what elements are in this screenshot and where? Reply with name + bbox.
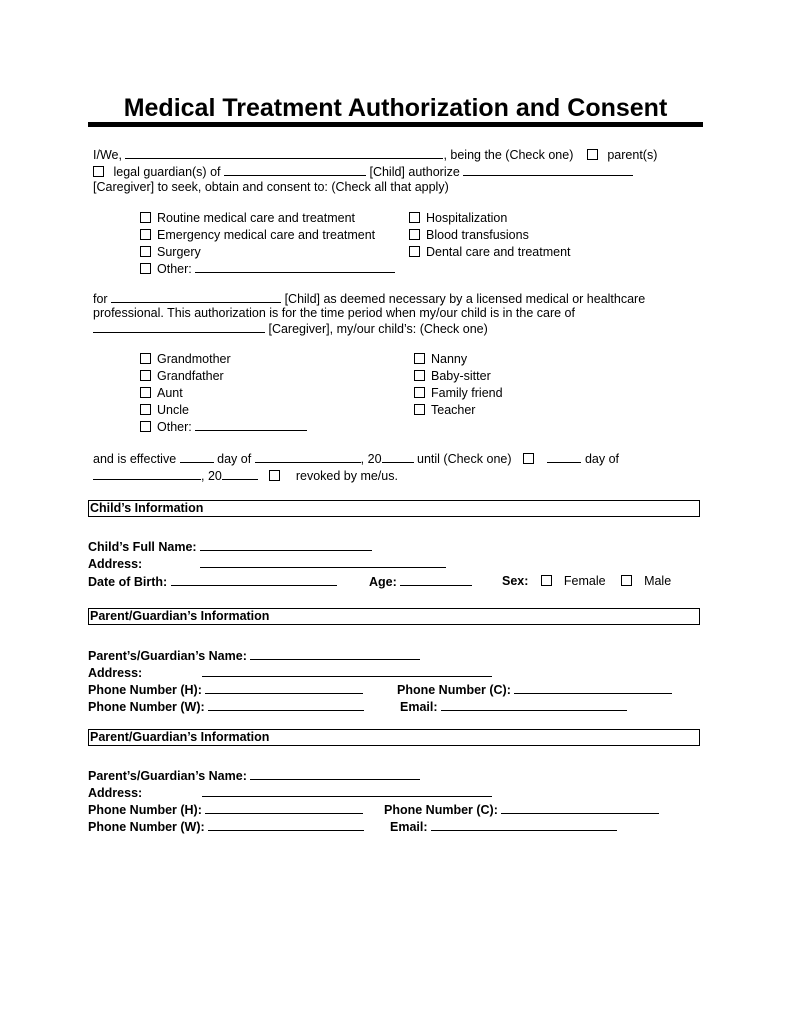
guardian2-phone-w-row bbox=[88, 819, 364, 834]
care-option[interactable] bbox=[409, 244, 571, 261]
dob-field[interactable] bbox=[171, 574, 337, 586]
intro-line-1 bbox=[93, 147, 657, 162]
intro-text: , being the (Check one) bbox=[443, 148, 574, 162]
caregiver-option[interactable] bbox=[140, 385, 307, 402]
effective-text: day of bbox=[217, 452, 252, 466]
legal-guardian-label: legal guardian(s) of bbox=[113, 165, 221, 179]
caregiver-option[interactable] bbox=[140, 351, 307, 368]
female-label: Female bbox=[563, 574, 606, 588]
checkbox[interactable] bbox=[140, 246, 151, 257]
until-date-checkbox[interactable] bbox=[523, 453, 534, 464]
page-title: Medical Treatment Authorization and Consent bbox=[123, 94, 668, 122]
for-text: for bbox=[93, 292, 108, 306]
start-year-field[interactable] bbox=[382, 451, 414, 463]
effective-text: day of bbox=[584, 452, 620, 466]
phone-work-field[interactable] bbox=[208, 819, 364, 831]
for-line-3 bbox=[93, 321, 488, 336]
caregiver-name-field[interactable] bbox=[463, 164, 633, 176]
caregiver-name-field[interactable] bbox=[93, 321, 265, 333]
field-label: Phone Number (W): bbox=[88, 820, 205, 834]
female-checkbox[interactable] bbox=[541, 575, 552, 586]
start-month-field[interactable] bbox=[255, 451, 361, 463]
field-label: Parent’s/Guardian’s Name: bbox=[88, 649, 247, 663]
caregiver-option[interactable] bbox=[414, 402, 503, 419]
intro-line-2 bbox=[93, 164, 633, 179]
effective-line-2 bbox=[93, 468, 398, 483]
care-option[interactable] bbox=[140, 244, 395, 261]
guardian2-phone-c-row bbox=[384, 802, 659, 817]
caregiver-option-label: Uncle bbox=[157, 403, 189, 417]
caregiver-option-label: Other: bbox=[157, 420, 192, 434]
guardian2-address-row bbox=[88, 785, 492, 800]
caregiver-option[interactable] bbox=[414, 368, 503, 385]
checkbox[interactable] bbox=[414, 387, 425, 398]
caregiver-option-label: Grandmother bbox=[157, 352, 231, 366]
field-label: Email: bbox=[390, 820, 428, 834]
child-address-row bbox=[88, 556, 446, 571]
phone-cell-field[interactable] bbox=[501, 802, 659, 814]
child-age-row bbox=[369, 574, 472, 589]
guardian1-name-row bbox=[88, 648, 420, 663]
care-option-label: Surgery bbox=[157, 245, 201, 259]
child-dob-row bbox=[88, 574, 337, 589]
for-line-2: professional. This authorization is for the time period when my/our child is in the care of bbox=[93, 306, 575, 320]
revoked-label: revoked by me/us. bbox=[295, 469, 398, 483]
section-header-guardian-2: Parent/Guardian’s Information bbox=[88, 729, 700, 746]
field-label: Address: bbox=[88, 666, 143, 680]
caregiver-option[interactable] bbox=[140, 368, 307, 385]
intro-line-3: [Caregiver] to seek, obtain and consent to: (Check all that apply) bbox=[93, 180, 449, 194]
caregiver-option[interactable] bbox=[140, 402, 307, 419]
field-label: Date of Birth: bbox=[88, 575, 168, 589]
field-label: Phone Number (C): bbox=[397, 683, 511, 697]
parent-names-field[interactable] bbox=[125, 147, 443, 159]
start-day-field[interactable] bbox=[180, 451, 214, 463]
caregiver-option-label: Grandfather bbox=[157, 369, 224, 383]
checkbox[interactable] bbox=[140, 421, 151, 432]
care-option-label: Blood transfusions bbox=[426, 228, 529, 242]
guardian-address-field[interactable] bbox=[202, 785, 492, 797]
other-care-field[interactable] bbox=[195, 261, 395, 273]
effective-text: , 20 bbox=[201, 469, 222, 483]
effective-text: until (Check one) bbox=[417, 452, 512, 466]
caregiver-option-label: Teacher bbox=[431, 403, 476, 417]
child-address-field[interactable] bbox=[200, 556, 446, 568]
guardian2-name-row bbox=[88, 768, 420, 783]
guardian-name-field[interactable] bbox=[250, 648, 420, 660]
field-label: Phone Number (H): bbox=[88, 683, 202, 697]
section-header-guardian-1: Parent/Guardian’s Information bbox=[88, 608, 700, 625]
age-field[interactable] bbox=[400, 574, 472, 586]
effective-text: , 20 bbox=[360, 452, 382, 466]
effective-text: and is effective bbox=[93, 452, 177, 466]
caregiver-option-label: Baby-sitter bbox=[431, 369, 491, 383]
care-option-label: Other: bbox=[157, 262, 192, 276]
caregiver-option-label: Aunt bbox=[157, 386, 183, 400]
for-line-1 bbox=[93, 291, 645, 306]
effective-line-1 bbox=[93, 451, 619, 466]
checkbox[interactable] bbox=[140, 404, 151, 415]
end-year-field[interactable] bbox=[222, 468, 258, 480]
male-checkbox[interactable] bbox=[621, 575, 632, 586]
caregiver-option[interactable] bbox=[140, 419, 307, 436]
for-text: [Child] as deemed necessary by a licensed medical or healthcare bbox=[284, 292, 646, 306]
care-option-label: Hospitalization bbox=[426, 211, 508, 225]
checkbox[interactable] bbox=[140, 370, 151, 381]
parent-label: parent(s) bbox=[607, 148, 658, 162]
checkbox[interactable] bbox=[414, 353, 425, 364]
parent-checkbox[interactable] bbox=[587, 149, 598, 160]
care-list-right bbox=[409, 210, 571, 261]
for-text: [Caregiver], my/our child’s: (Check one) bbox=[268, 322, 488, 336]
checkbox[interactable] bbox=[140, 353, 151, 364]
end-month-field[interactable] bbox=[93, 468, 201, 480]
caregiver-option-label: Nanny bbox=[431, 352, 468, 366]
intro-text: I/We, bbox=[93, 148, 122, 162]
checkbox[interactable] bbox=[409, 246, 420, 257]
title-divider bbox=[88, 122, 703, 127]
child-name-field[interactable] bbox=[111, 291, 281, 303]
legal-guardian-checkbox[interactable] bbox=[93, 166, 104, 177]
revoked-checkbox[interactable] bbox=[269, 470, 280, 481]
care-option-label: Routine medical care and treatment bbox=[157, 211, 356, 225]
guardian2-phone-h-row bbox=[88, 802, 363, 817]
male-label: Male bbox=[644, 574, 672, 588]
checkbox[interactable] bbox=[140, 387, 151, 398]
field-label: Email: bbox=[400, 700, 438, 714]
checkbox[interactable] bbox=[409, 212, 420, 223]
guardian1-phone-c-row bbox=[397, 682, 672, 697]
field-label: Phone Number (C): bbox=[384, 803, 498, 817]
phone-home-field[interactable] bbox=[205, 802, 363, 814]
checkbox[interactable] bbox=[140, 263, 151, 274]
caregiver-option-label: Family friend bbox=[431, 386, 503, 400]
checkbox[interactable] bbox=[140, 229, 151, 240]
guardian1-phone-h-row bbox=[88, 682, 363, 697]
care-option-label: Emergency medical care and treatment bbox=[157, 228, 376, 242]
caregiver-list-left bbox=[140, 351, 307, 436]
phone-work-field[interactable] bbox=[208, 699, 364, 711]
field-label: Age: bbox=[369, 575, 397, 589]
end-day-field[interactable] bbox=[547, 451, 581, 463]
caregiver-option[interactable] bbox=[414, 351, 503, 368]
guardian1-phone-w-row bbox=[88, 699, 364, 714]
child-name-row bbox=[88, 539, 372, 554]
section-header-child: Child’s Information bbox=[88, 500, 700, 517]
intro-text: [Child] authorize bbox=[369, 165, 460, 179]
email-field[interactable] bbox=[441, 699, 627, 711]
guardian1-address-row bbox=[88, 665, 492, 680]
care-option[interactable] bbox=[409, 210, 571, 227]
phone-home-field[interactable] bbox=[205, 682, 363, 694]
caregiver-list-right bbox=[414, 351, 503, 419]
caregiver-option[interactable] bbox=[414, 385, 503, 402]
checkbox[interactable] bbox=[414, 404, 425, 415]
checkbox[interactable] bbox=[414, 370, 425, 381]
field-label: Phone Number (W): bbox=[88, 700, 205, 714]
field-label: Sex: bbox=[502, 574, 529, 588]
care-option[interactable] bbox=[140, 227, 395, 244]
field-label: Parent’s/Guardian’s Name: bbox=[88, 769, 247, 783]
child-full-name-field[interactable] bbox=[200, 539, 372, 551]
guardian-address-field[interactable] bbox=[202, 665, 492, 677]
guardian-name-field[interactable] bbox=[250, 768, 420, 780]
phone-cell-field[interactable] bbox=[514, 682, 672, 694]
child-name-field[interactable] bbox=[224, 164, 366, 176]
email-field[interactable] bbox=[431, 819, 617, 831]
field-label: Phone Number (H): bbox=[88, 803, 202, 817]
child-sex-row bbox=[502, 574, 671, 588]
field-label: Child’s Full Name: bbox=[88, 540, 197, 554]
care-option-label: Dental care and treatment bbox=[426, 245, 571, 259]
guardian2-email-row bbox=[390, 819, 617, 834]
care-option[interactable] bbox=[140, 261, 395, 278]
field-label: Address: bbox=[88, 786, 143, 800]
care-option[interactable] bbox=[409, 227, 571, 244]
other-caregiver-field[interactable] bbox=[195, 419, 307, 431]
checkbox[interactable] bbox=[409, 229, 420, 240]
care-option[interactable] bbox=[140, 210, 395, 227]
care-list-left bbox=[140, 210, 395, 278]
guardian1-email-row bbox=[400, 699, 627, 714]
field-label: Address: bbox=[88, 557, 143, 571]
checkbox[interactable] bbox=[140, 212, 151, 223]
